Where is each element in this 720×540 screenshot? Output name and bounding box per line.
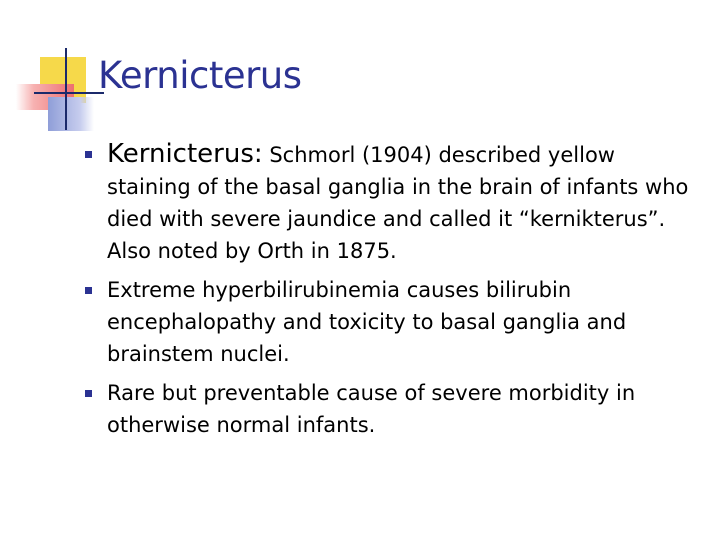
slide-title: Kernicterus <box>98 54 302 97</box>
bullet-text: Schmorl (1904) described yellow staining of the basal ganglia in the brain of infants who died with severe jaundice and called it “kernikterus”. Also noted by Orth in 1875. <box>107 143 689 263</box>
logo-blue-square <box>48 97 94 131</box>
bullet-item-kernicterus <box>85 138 695 267</box>
bullet-text: Rare but preventable cause of severe morbidity in otherwise normal infants. <box>107 381 636 437</box>
logo-vertical-line <box>65 48 67 130</box>
bullet-item-rare-cause <box>85 377 695 441</box>
square-bullet-icon <box>85 390 92 397</box>
bullet-list <box>85 138 695 448</box>
bullet-lead-term: Kernicterus: <box>107 139 263 169</box>
square-bullet-icon <box>85 287 92 294</box>
bullet-item-hyperbilirubinemia <box>85 274 695 370</box>
bullet-text: Extreme hyperbilirubinemia causes bilirubin encephalopathy and toxicity to basal ganglia and brainstem nuclei. <box>107 278 627 366</box>
logo-horizontal-line <box>34 92 104 94</box>
square-bullet-icon <box>85 151 92 158</box>
